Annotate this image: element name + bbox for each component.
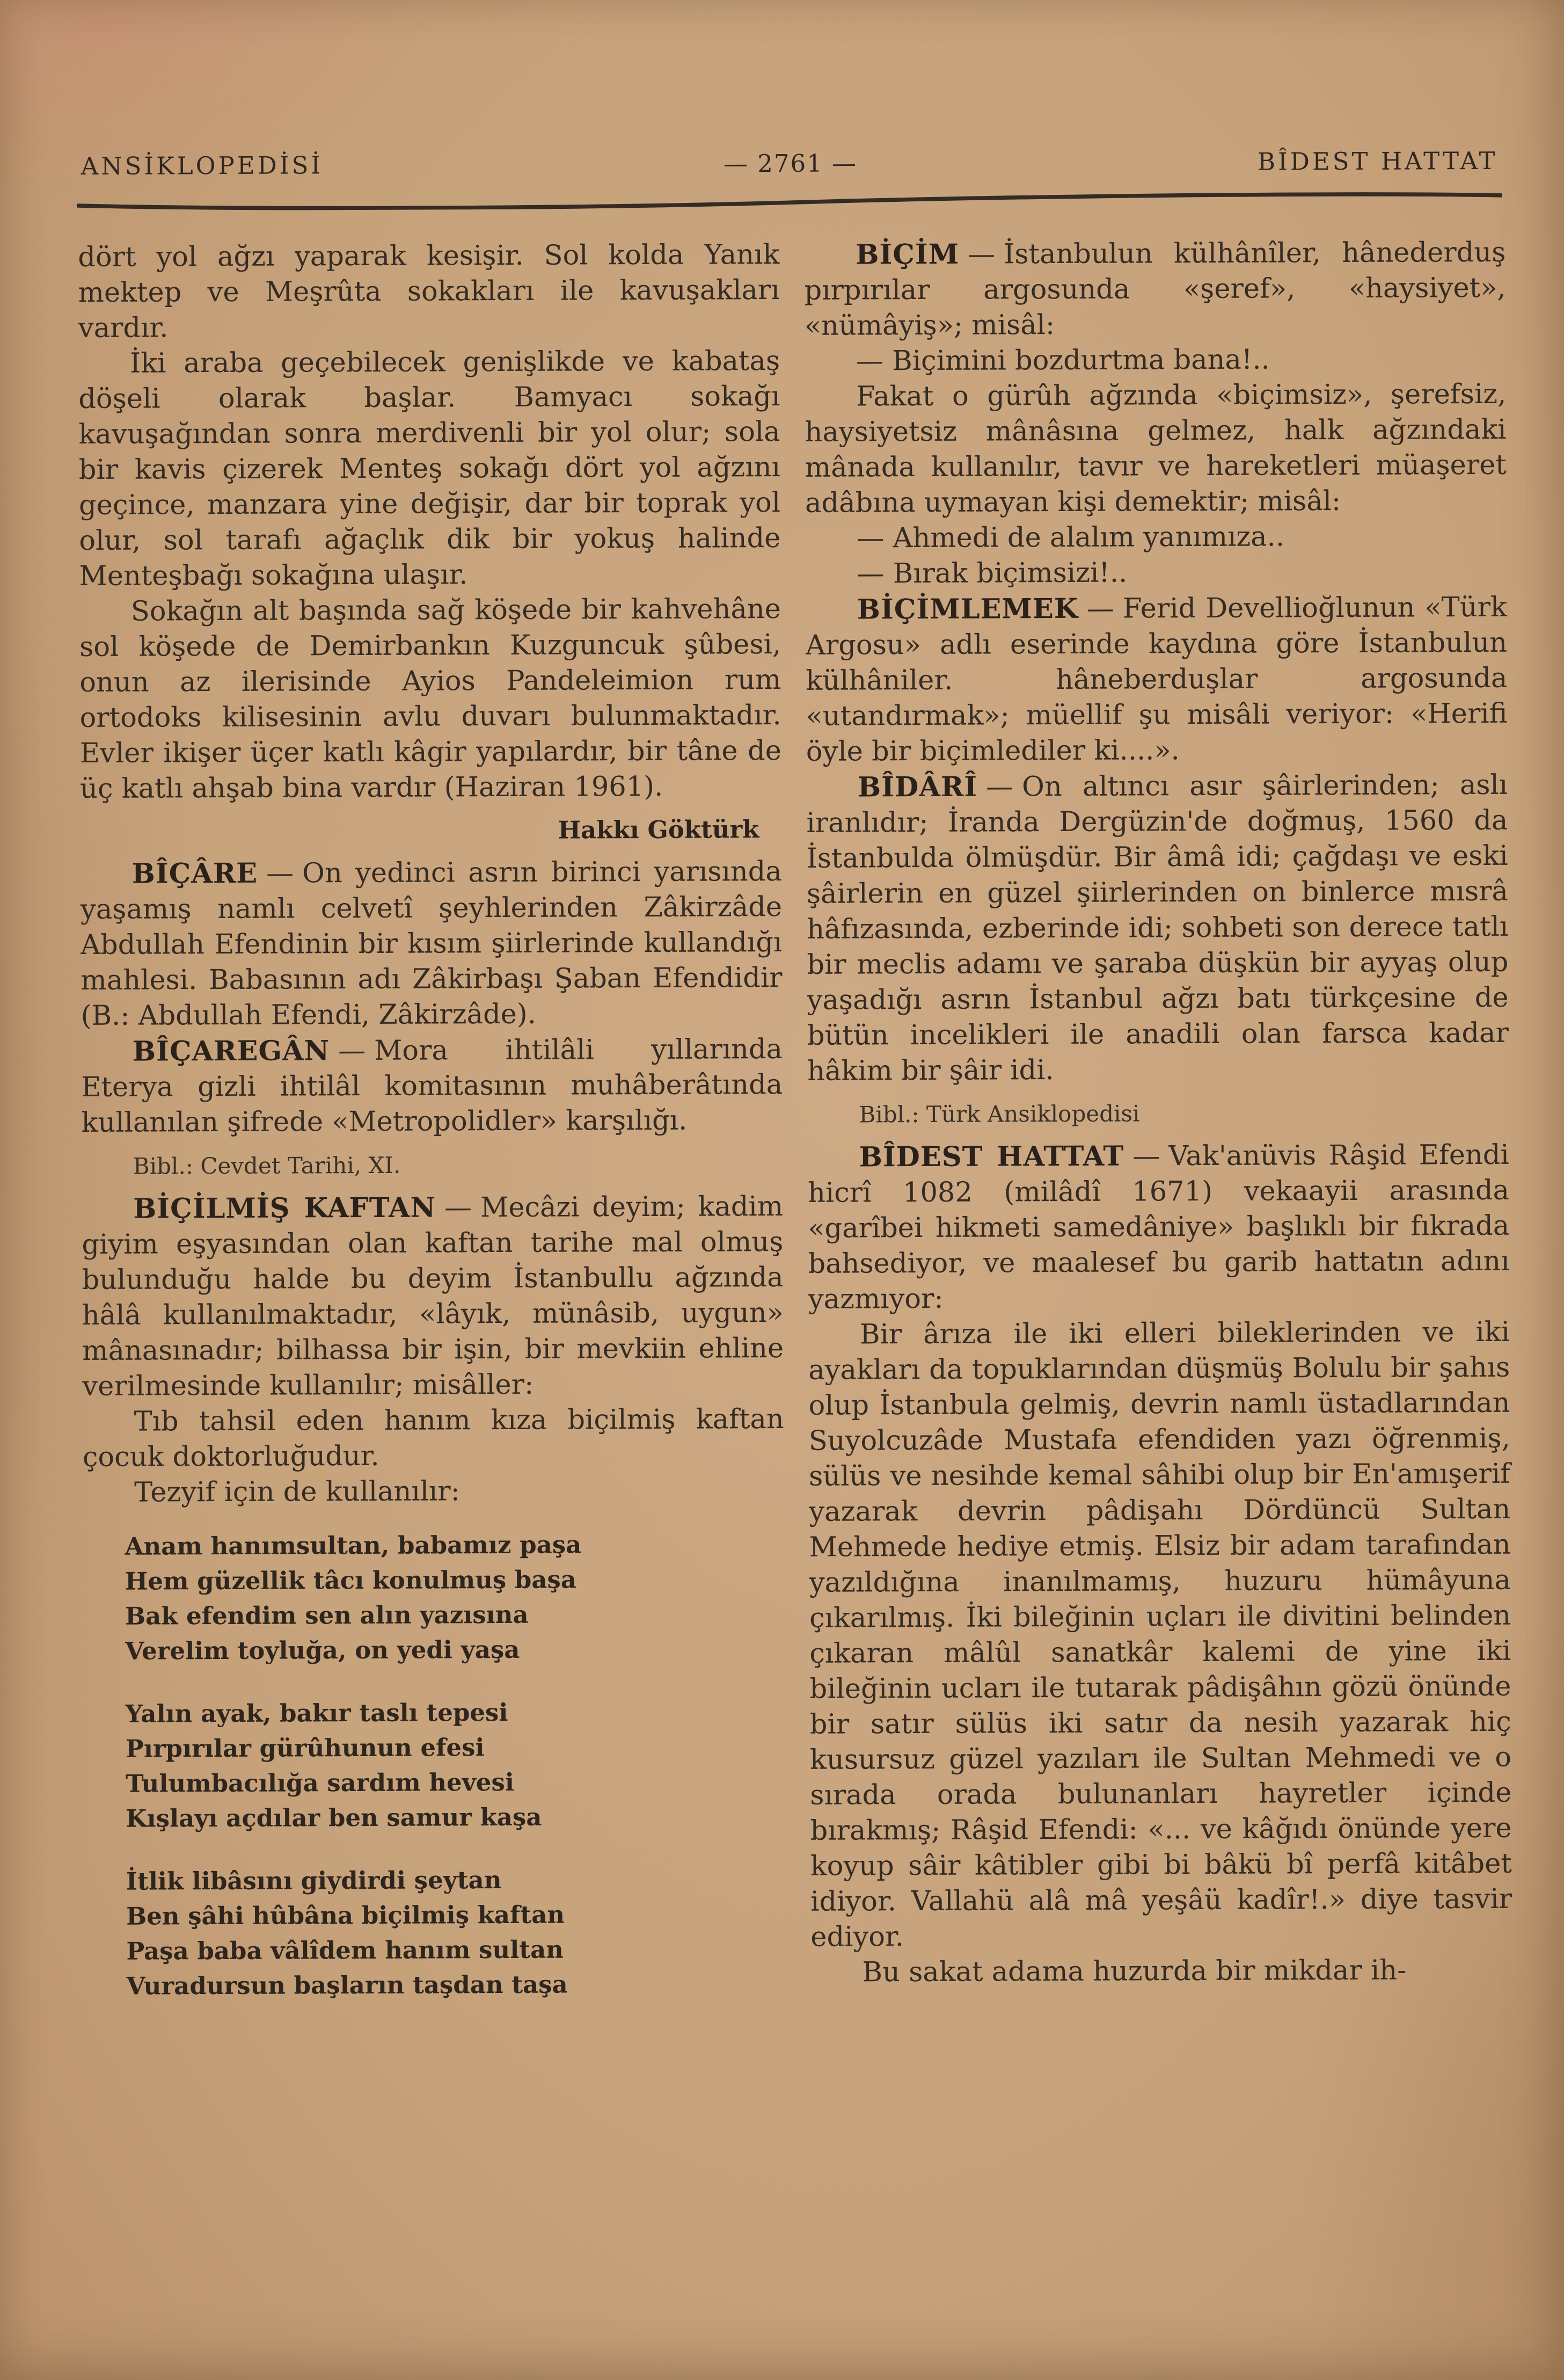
entry-headword-bicilmis-kaftan: BİÇİLMİŞ KAFTAN (133, 1191, 436, 1225)
dash-separator: — (266, 857, 294, 890)
entry-bicim (804, 235, 1506, 344)
entry-bicilmis-kaftan (82, 1189, 784, 1404)
verse-line: Anam hanımsultan, babamız paşa (125, 1530, 582, 1561)
verse-line: Pırpırılar gürûhunun efesi (125, 1733, 485, 1763)
entry-text-bicilmis-kaftan: Mecâzi deyim; kadim giyim eşyasından olan kaftan tarihe mal olmuş bulunduğu halde bu deyim İstanbullu ağzında hâlâ kullanılmaktadır, «lâyık, münâsib, uygun» mânasınadır; bilhassa bir işin, bir mevkiin ehline verilmesinde kullanılır; misâller: (82, 1190, 784, 1403)
bibliography-note-turk-ansiklopedisi: Bibl.: Türk Ansiklopedisi (859, 1100, 1140, 1128)
entry-headword-bicare: BÎÇÂRE (131, 857, 258, 890)
paragraph-iki-araba: İki araba geçebilecek genişlikde ve kabataş döşeli olarak başlar. Bamyacı sokağı kavuşağından sonra merdivenli bir yol olur; sola bir kavis çizerek Menteş sokağı dört yol ağzını geçince, manzara yine değişir, dar bir toprak yol olur, sol tarafı ağaçlık dik bir yokuş halinde Menteşbağı sokağına ulaşır. (78, 345, 781, 593)
verse-line: Vuradursun başların taşdan taşa (126, 1970, 568, 2000)
entry-bidari (806, 767, 1509, 1089)
paragraph-continuation: dört yol ağzı yaparak kesişir. Sol kolda Yanık mektep ve Meşrûta sokakları ile kavuşakları vardır. (78, 239, 780, 345)
paragraph-tezyif: Tezyif için de kullanılır: (134, 1475, 460, 1509)
right-column (804, 235, 1512, 2001)
running-title-left: ANSİKLOPEDİSİ (81, 151, 324, 181)
entry-text-bicaregan: Mora ihtilâli yıllarında Eterya gizli ihtilâl komitasının muhâberâtında kullanılan şifrede «Metropolidler» karşılığı. (81, 1033, 783, 1139)
entry-text-bicare: On yedinci asrın birinci yarısında yaşamış namlı celvetî şeyhlerinden Zâkirzâde Abdullah Efendinin bir kısım şiirlerinde kullandığı mahlesi. Babasının adı Zâkirbaşı Şaban Efendidir (B.: Abdullah Efendi, Zâkirzâde). (80, 855, 783, 1032)
left-column (78, 237, 786, 2004)
running-header (81, 147, 1498, 180)
entry-bicaregan (81, 1031, 783, 1141)
author-signature: Hakkı Göktürk (558, 815, 759, 845)
dash-separator: — (338, 1035, 366, 1067)
dash-separator: — (986, 771, 1014, 803)
entry-bicare (81, 854, 783, 1034)
verse-line: Verelim toyluğa, on yedi yaşa (125, 1635, 520, 1665)
paragraph-bu-sakat: Bu sakat adama huzurda bir mikdar ih- (862, 1954, 1407, 1989)
verse-line: Bak efendim sen alın yazısına (125, 1600, 529, 1631)
running-title-right: BÎDEST HATTAT (1257, 146, 1498, 176)
dialogue-line-3: — Bırak biçimsizi!.. (857, 557, 1128, 590)
two-column-text (78, 235, 1512, 2004)
dash-separator: — (1086, 593, 1115, 625)
entry-bicimlemek (806, 589, 1508, 770)
paragraph-fakat: Fakat o gürûh ağzında «biçimsiz», şerefsiz, haysiyetsiz mânâsına gelmez, halk ağzındaki mânada kullanılır, tavır ve hareketleri müaşeret adâbına uymayan kişi demektir; misâl: (805, 378, 1507, 519)
bibliography-note-cevdet: Bibl.: Cevdet Tarihi, XI. (133, 1152, 401, 1180)
entry-headword-bicimlemek: BİÇİMLEMEK (857, 592, 1079, 626)
paragraph-bir-ariza: Bir ârıza ile iki elleri bileklerinden ve iki ayakları da topuklarından düşmüş Bolulu bir şahıs olup İstanbula gelmiş, devrin namlı üstadlarından Suyolcuzâde Mustafa efendiden yazı öğrenmiş, sülüs ve nesihde kemal sâhibi olup bir En'amışerif yazarak devrin pâdişahı Dördüncü Sultan Mehmede hediye etmiş. Elsiz bir adam tarafından yazıldığına inanılmamış, huzuru hümâyuna çıkarılmış. İki bileğinin uçları ile divitini belinden çıkaran mâlûl sanatkâr kalemi de yine iki bileğinin ucları ile tutarak pâdişâhın gözü önünde bir satır sülüs iki satır da nesih yazarak hiç kusursuz güzel yazıları ile Sultan Mehmedi ve o sırada orada bulunanları hayretler içinde bırakmış; Râşid Efendi: «... ve kâğıdı önünde yere koyup sâir kâtibler gibi bi bâkü bî perfâ kitâbet idiyor. Vallahü alâ mâ yeşâü kadîr!.» diye tasvir ediyor. (808, 1316, 1512, 1953)
entry-text-bidari: On altıncı asır şâirlerinden; aslı iranlıdır; İranda Dergüzin'de doğmuş, 1560 da İstanbulda ölmüşdür. Bir âmâ idi; çağdaşı ve eski şâirlerin en güzel şiirlerinden on binlerce mısrâ hâfızasında, ezberinde idi; sohbeti son derece tatlı bir meclis adamı ve şaraba düşkün bir ayyaş olup yaşadığı asrın İstanbul ağzı batı türkçesine de bütün incelikleri ile anadili olan farsca kadar hâkim bir şâir idi. (806, 769, 1509, 1087)
paragraph-tib: Tıb tahsil eden hanım kıza biçilmiş kaftan çocuk doktorluğudur. (82, 1403, 784, 1474)
verse-line: Hem güzellik tâcı konulmuş başa (125, 1565, 577, 1596)
verse-line: İtlik libâsını giydirdi şeytan (126, 1866, 502, 1896)
page-number: — 2761 — (723, 149, 858, 178)
dash-separator: — (444, 1192, 472, 1224)
paragraph-sokagin: Sokağın alt başında sağ köşede bir kahvehâne sol köşede de Demirbankın Kuzguncuk şûbesi, onun az ilerisinde Ayios Pandeleimion rum ortodoks kilisesinin avlu duvarı bulunmaktadır. Evler ikişer üçer katlı kâgir yapılardır, bir tâne de üç katlı ahşab bina vardır (Haziran 1961). (79, 593, 781, 805)
dash-separator: — (968, 238, 996, 271)
dialogue-line-2: — Ahmedi de alalım yanımıza.. (857, 521, 1285, 555)
verse-line: Paşa baba vâlîdem hanım sultan (126, 1935, 564, 1966)
entry-headword-bidest-hattat: BÎDEST HATTAT (859, 1140, 1124, 1174)
header-rule (77, 192, 1502, 211)
verse-line: Kışlayı açdılar ben samur kaşa (126, 1802, 542, 1833)
entry-text-bicim: İstanbulun külhânîler, hânederduş pırpırılar argosunda «şeref», «haysiyet», «nümâyiş»; misâl: (804, 236, 1506, 342)
entry-headword-bicaregan: BÎÇAREGÂN (132, 1035, 330, 1068)
dialogue-line-1: — Biçimini bozdurtma bana!.. (856, 344, 1270, 377)
entry-text-bidest-hattat: Vak'anüvis Râşid Efendi hicrî 1082 (milâdî 1671) vekaayii arasında «garîbei hikmeti samedâniye» başlıklı bir fıkrada bahsediyor, ve maalesef bu garib hattatın adını yazmıyor: (807, 1139, 1510, 1315)
verse-line: Tulumbacılığa sardım hevesi (126, 1767, 515, 1798)
verse-stanza-1 (83, 1526, 785, 1669)
entry-text-bicimlemek: Ferid Devellioğlunun «Türk Argosu» adlı eserinde kaydına göre İstanbulun külhâniler. hâneberduşlar argosunda «utandırmak»; müellif şu misâli veriyor: «Herifi öyle bir biçimlediler ki....». (805, 591, 1508, 768)
verse-line: Yalın ayak, bakır taslı tepesi (125, 1698, 508, 1728)
verse-stanza-2 (84, 1694, 786, 1836)
dash-separator: — (1132, 1140, 1160, 1173)
entry-bidest-hattat (808, 1137, 1510, 1318)
entry-headword-bicim: BİÇİM (856, 238, 960, 271)
verse-stanza-3 (84, 1861, 786, 2004)
entry-headword-bidari: BÎDÂRÎ (858, 770, 978, 804)
verse-line: Ben şâhi hûbâna biçilmiş kaftan (126, 1900, 565, 1931)
